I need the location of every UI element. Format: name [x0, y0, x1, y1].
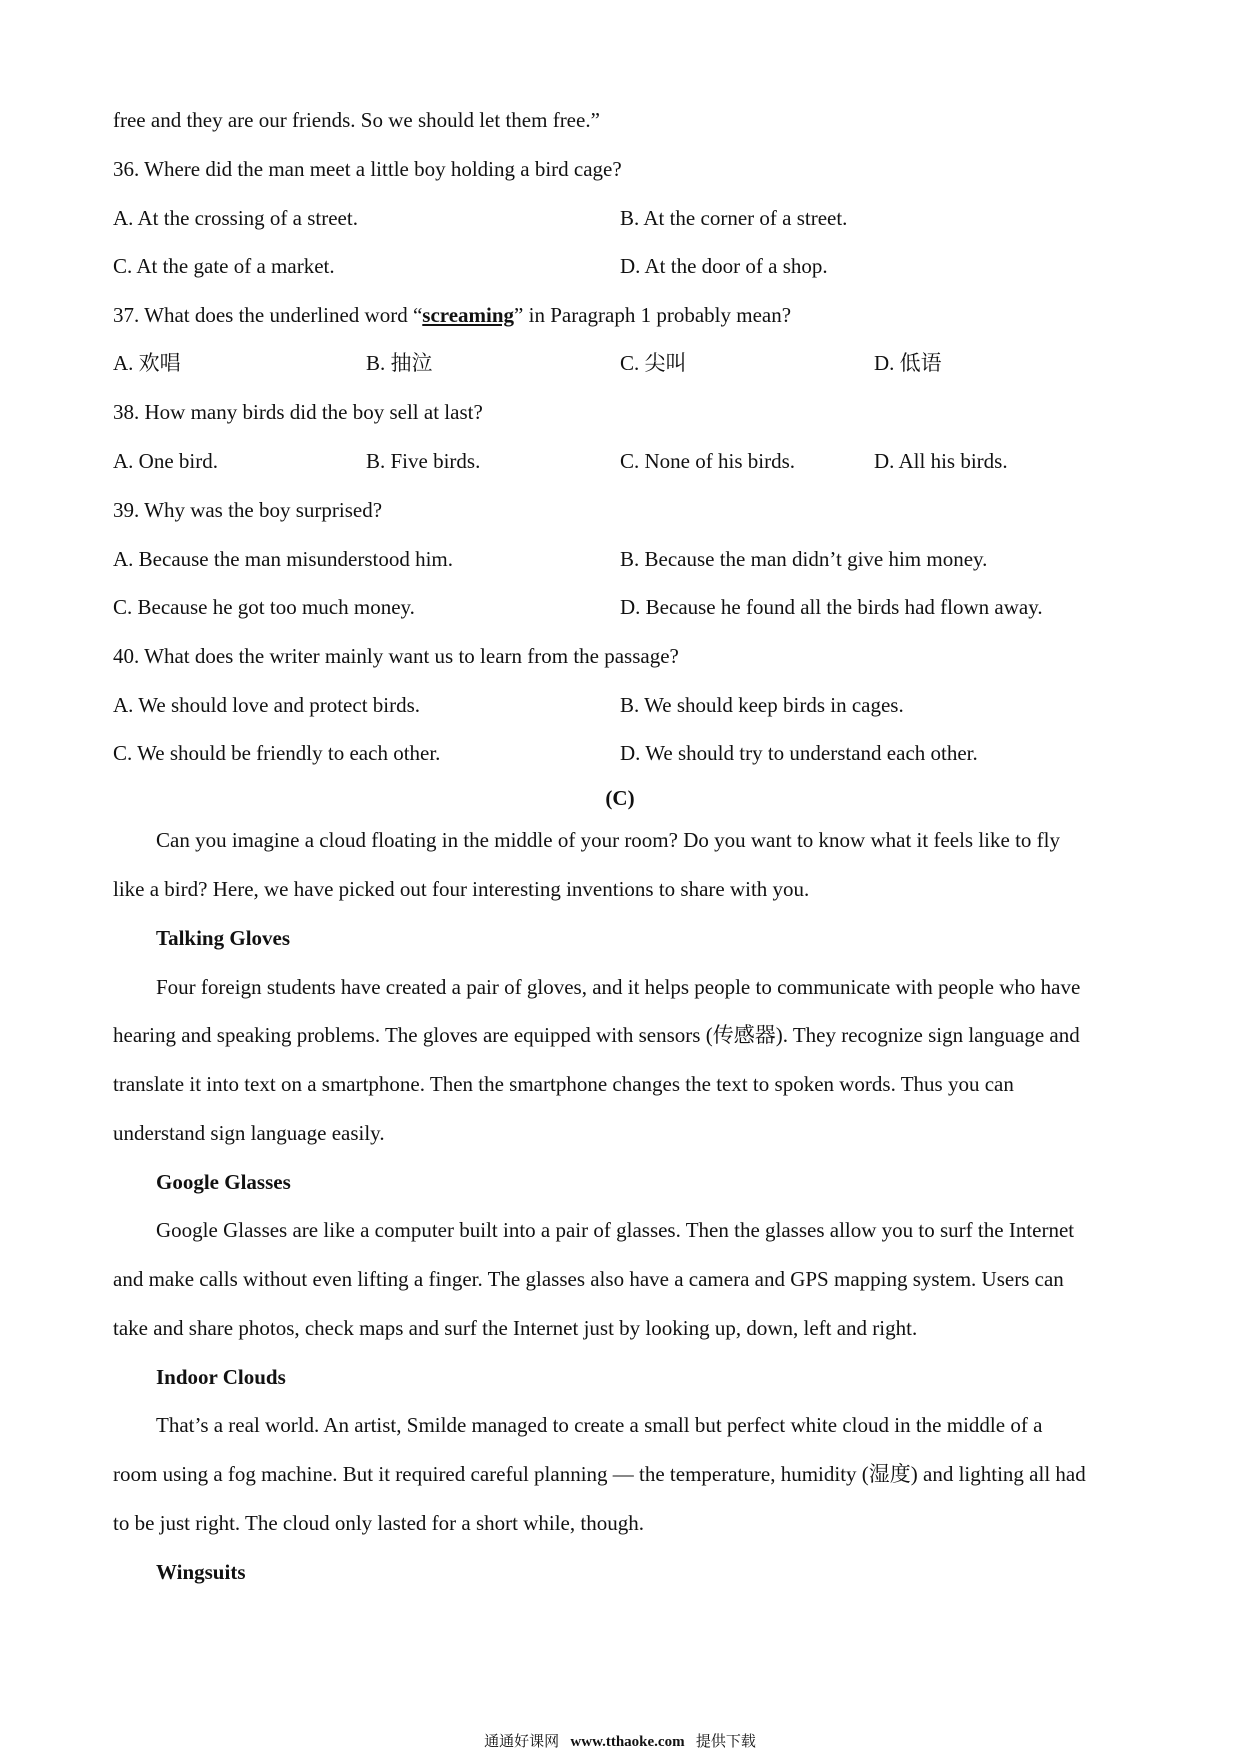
underlined-word: screaming — [422, 303, 515, 327]
question-37-stem — [113, 305, 791, 326]
indoor-clouds-heading: Indoor Clouds — [156, 1365, 286, 1389]
footer-brand: 通通好课网 — [484, 1734, 560, 1750]
question-37-option-d: D. 低语 — [874, 351, 942, 375]
glasses-line-3: take and share photos, check maps and surf the Internet just by looking up, down, left and right. — [113, 1316, 918, 1340]
question-39-option-a: A. Because the man misunderstood him. — [113, 547, 454, 571]
question-38-option-c: C. None of his birds. — [620, 449, 795, 473]
clouds-line-1: That’s a real world. An artist, Smilde managed to create a small but perfect white cloud in the middle of a — [156, 1413, 1043, 1437]
question-37-stem-before: 37. What does the underlined word “ — [113, 303, 423, 327]
question-37-stem-after: ” in Paragraph 1 probably mean? — [514, 303, 792, 327]
gloves-line-3: translate it into text on a smartphone. Then the smartphone changes the text to spoken words. Thus you can — [113, 1072, 1014, 1096]
question-39-option-b: B. Because the man didn’t give him money. — [620, 547, 988, 571]
question-36-stem: 36. Where did the man meet a little boy holding a bird cage? — [113, 157, 622, 181]
passage-b-last-line: free and they are our friends. So we should let them free.” — [113, 108, 600, 132]
wingsuits-heading: Wingsuits — [156, 1560, 246, 1584]
question-37-option-c: C. 尖叫 — [620, 351, 687, 375]
question-37-option-b: B. 抽泣 — [366, 351, 433, 375]
question-39-option-d: D. Because he found all the birds had flown away. — [620, 595, 1043, 619]
question-40-option-a: A. We should love and protect birds. — [113, 693, 421, 717]
gloves-line-1: Four foreign students have created a pair of gloves, and it helps people to communicate with people who have — [156, 975, 1081, 999]
google-glasses-heading: Google Glasses — [156, 1170, 291, 1194]
clouds-line-2: room using a fog machine. But it required careful planning — the temperature, humidity (湿度) and lighting all had — [113, 1462, 1086, 1486]
glasses-line-1: Google Glasses are like a computer built into a pair of glasses. Then the glasses allow you to surf the Internet — [156, 1218, 1075, 1242]
section-c-label: (C) — [605, 786, 635, 810]
intro-line-1: Can you imagine a cloud floating in the middle of your room? Do you want to know what it feels like to fly — [156, 828, 1060, 852]
question-36-option-b: B. At the corner of a street. — [620, 206, 848, 230]
question-40-option-d: D. We should try to understand each other. — [620, 741, 978, 765]
page-footer — [0, 1735, 1240, 1750]
question-40-option-c: C. We should be friendly to each other. — [113, 741, 441, 765]
footer-website: www.tthaoke.com — [570, 1734, 685, 1750]
question-38-option-a: A. One bird. — [113, 449, 218, 473]
question-40-option-b: B. We should keep birds in cages. — [620, 693, 904, 717]
question-38-stem: 38. How many birds did the boy sell at last? — [113, 400, 483, 424]
footer-download: 提供下载 — [695, 1734, 756, 1750]
talking-gloves-heading: Talking Gloves — [156, 926, 291, 950]
question-39-stem: 39. Why was the boy surprised? — [113, 498, 383, 522]
question-39-option-c: C. Because he got too much money. — [113, 595, 415, 619]
question-37-option-a: A. 欢唱 — [113, 351, 181, 375]
intro-line-2: like a bird? Here, we have picked out four interesting inventions to share with you. — [113, 877, 810, 901]
question-40-stem: 40. What does the writer mainly want us to learn from the passage? — [113, 644, 679, 668]
question-36-option-a: A. At the crossing of a street. — [113, 206, 358, 230]
gloves-line-2: hearing and speaking problems. The gloves are equipped with sensors (传感器). They recognize sign language and — [113, 1023, 1080, 1047]
gloves-line-4: understand sign language easily. — [113, 1121, 385, 1145]
question-38-option-d: D. All his birds. — [874, 449, 1008, 473]
clouds-line-3: to be just right. The cloud only lasted for a short while, though. — [113, 1511, 644, 1535]
question-36-option-c: C. At the gate of a market. — [113, 254, 335, 278]
question-36-option-d: D. At the door of a shop. — [620, 254, 828, 278]
question-38-option-b: B. Five birds. — [366, 449, 481, 473]
glasses-line-2: and make calls without even lifting a finger. The glasses also have a camera and GPS mapping system. Users can — [113, 1267, 1064, 1291]
